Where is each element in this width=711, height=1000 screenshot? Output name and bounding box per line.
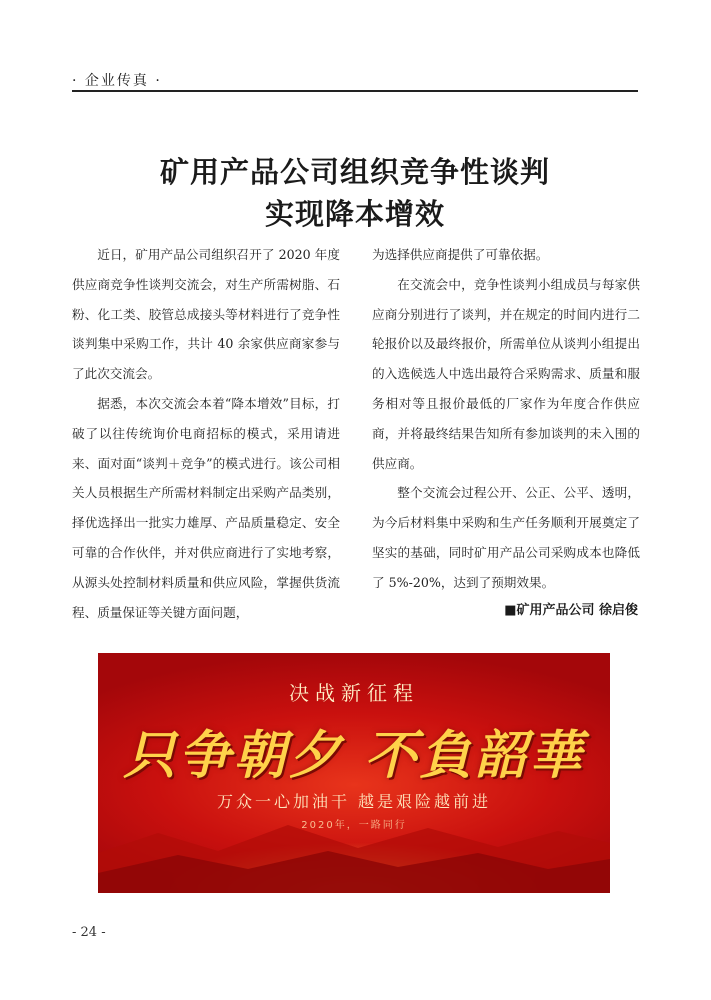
article-byline: ■矿用产品公司 徐启俊 xyxy=(504,603,638,618)
paragraph: 近日，矿用产品公司组织召开了 2020 年度供应商竞争性谈判交流会，对生产所需树脂、石粉、化工类、胶管总成接头等材料进行了竞争性谈判集中采购工作，共计 40 余家供应商家参与了此次交流会。 xyxy=(72,247,340,382)
banner-small-text: 2020年，一路同行 xyxy=(301,820,407,831)
slogan-banner xyxy=(98,653,610,893)
banner-slogan: 只争朝夕 不負韶華 xyxy=(123,725,585,786)
article-column-right xyxy=(372,240,640,598)
article-column-left xyxy=(72,240,340,627)
banner-subtitle: 万众一心加油干 越是艰险越前进 xyxy=(216,792,492,811)
paragraph: 整个交流会过程公开、公正、公平、透明，为今后材料集中采购和生产任务顺利开展奠定了坚实的基础，同时矿用产品公司采购成本也降低了 5%-20%，达到了预期效果。 xyxy=(372,485,640,590)
banner-kicker: 决战新征程 xyxy=(289,681,419,705)
paragraph-continuation: 为选择供应商提供了可靠依据。 xyxy=(372,247,549,262)
article-title-line1: 矿用产品公司组织竞争性谈判 xyxy=(159,155,550,189)
page-number: - 24 - xyxy=(72,925,106,940)
article-title-line2: 实现降本增效 xyxy=(264,197,445,231)
section-header: · 企业传真 · xyxy=(72,73,162,89)
paragraph: 在交流会中，竞争性谈判小组成员与每家供应商分别进行了谈判，并在规定的时间内进行二轮报价以及最终报价，所需单位从谈判小组提出的入选候选人中选出最符合采购需求、质量和服务相对等且报价最低的厂家作为年度合作供应商，并将最终结果告知所有参加谈判的未入围的供应商。 xyxy=(372,276,640,471)
paragraph: 据悉，本次交流会本着“降本增效”目标，打破了以往传统询价电商招标的模式，采用请进来、面对面“谈判＋竞争”的模式进行。该公司相关人员根据生产所需材料制定出采购产品类别，择优选择出一批实力雄厚、产品质量稳定、安全可靠的合作伙伴，并对供应商进行了实地考察，从源头处控制材料质量和供应风险，掌握供货流程、质量保证等关键方面问题， xyxy=(72,395,340,620)
header-rule xyxy=(72,90,638,92)
